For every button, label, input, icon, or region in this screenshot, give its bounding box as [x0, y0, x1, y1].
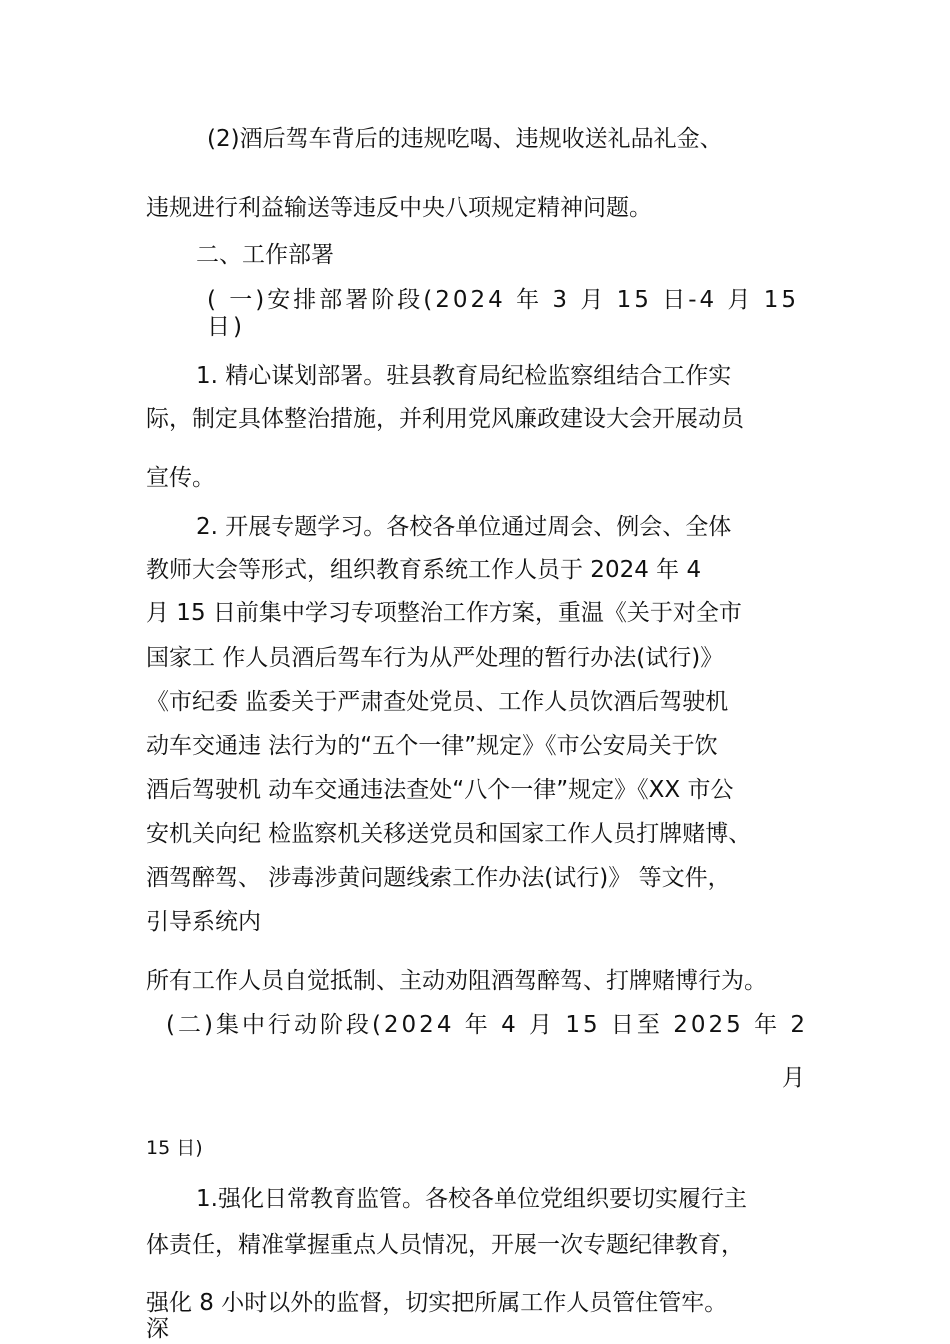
- paragraph-line: 际，制定具体整治措施，并利用党风廉政建设大会开展动员: [146, 406, 744, 432]
- paragraph-line: 所有工作人员自觉抵制、主动劝阻酒驾醉驾、打牌赌博行为。: [146, 968, 767, 994]
- paragraph-line: 动车交通违 法行为的“五个一律”规定》《市公安局关于饮: [146, 733, 718, 759]
- paragraph-line: 引导系统内: [146, 909, 261, 935]
- paragraph-line: 强化 8 小时以外的监督，切实把所属工作人员管住管牢。: [146, 1290, 728, 1316]
- paragraph-line: 2. 开展专题学习。各校各单位通过周会、例会、全体: [196, 514, 732, 540]
- section-heading: 二、工作部署: [196, 242, 334, 268]
- paragraph-line: 体责任，精准掌握重点人员情况，开展一次专题纪律教育，: [146, 1232, 744, 1258]
- subsection-heading-cont: 日): [207, 314, 245, 340]
- paragraph-line: 国家工 作人员酒后驾车行为从严处理的暂行办法(试行)》: [146, 645, 724, 671]
- paragraph-line: 月 15 日前集中学习专项整治工作方案，重温《关于对全市: [146, 600, 742, 626]
- paragraph-line: 安机关向纪 检监察机关移送党员和国家工作人员打牌赌博、: [146, 821, 752, 847]
- subsection-heading: ( 一)安排部署阶段(2024 年 3 月 15 日-4 月 15: [207, 287, 800, 313]
- paragraph-line: 《市纪委 监委关于严肃查处党员、工作人员饮酒后驾驶机: [146, 689, 729, 715]
- paragraph-line: 教师大会等形式，组织教育系统工作人员于 2024 年 4: [146, 557, 702, 583]
- subsection-heading: (二)集中行动阶段(2024 年 4 月 15 日至 2025 年 2: [166, 1012, 809, 1038]
- paragraph-line: 1. 精心谋划部署。驻县教育局纪检监察组结合工作实: [196, 363, 732, 389]
- subsection-heading-cont: 月: [782, 1065, 805, 1091]
- paragraph-line: 违规进行利益输送等违反中央八项规定精神问题。: [146, 195, 652, 221]
- paragraph-line: 深: [146, 1316, 169, 1342]
- paragraph-line: (2)酒后驾车背后的违规吃喝、违规收送礼品礼金、: [207, 126, 723, 152]
- paragraph-line: 酒驾醉驾、 涉毒涉黄问题线索工作办法(试行)》 等文件，: [146, 865, 731, 891]
- paragraph-line: 酒后驾驶机 动车交通违法查处“八个一律”规定》《XX 市公: [146, 777, 734, 803]
- paragraph-line: 1.强化日常教育监管。各校各单位党组织要切实履行主: [196, 1186, 747, 1212]
- subsection-heading-cont: 15 日): [146, 1137, 203, 1159]
- paragraph-line: 宣传。: [146, 465, 215, 491]
